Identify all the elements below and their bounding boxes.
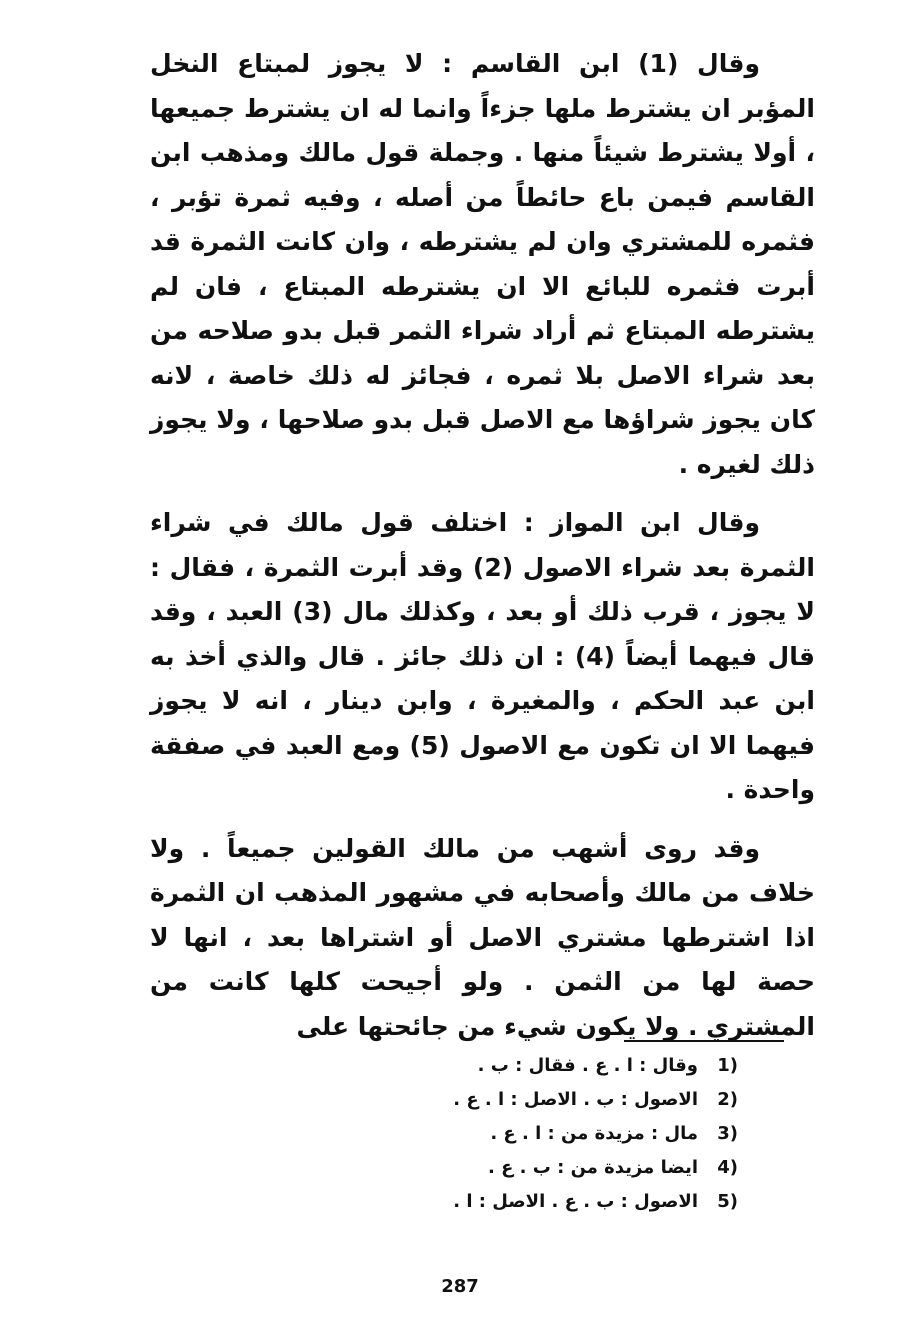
footnote-divider: [624, 1040, 784, 1042]
main-text: [150, 42, 815, 1063]
footnote-number: 5): [717, 1191, 738, 1212]
footnote-text: وقال : ا . ع . فقال : ب .: [477, 1055, 698, 1076]
footnote-text: الاصول : ب . ع . الاصل : ا .: [453, 1191, 698, 1212]
footnote-text: ايضا مزيدة من : ب . ع .: [487, 1157, 698, 1178]
footnote-text: مال : مزيدة من : ا . ع .: [490, 1123, 698, 1144]
footnote-number: 1): [717, 1055, 738, 1076]
footnote-number: 4): [717, 1157, 738, 1178]
paragraph-1: وقال (1) ابن القاسم : لا يجوز لمبتاع النخل المؤبر ان يشترط ملها جزءاً وانما له ان يشترط جميعها ، أولا يشترط شيئاً منها . وجملة قول مالك ومذهب ابن القاسم فيمن باع حائطاً من أصله ، وفيه ثمرة تؤبر ، فثمره للمشتري وان لم يشترطه ، وان كانت الثمرة قد أبرت فثمره للبائع الا ان يشترطه المبتاع ، فان لم يشترطه المبتاع ثم أراد شراء الثمر قبل بدو صلاحه من بعد شراء الاصل بلا ثمره ، فجائز له ذلك خاصة ، لانه كان يجوز شراؤها مع الاصل قبل بدو صلاحها ، ولا يجوز ذلك لغيره .: [150, 49, 815, 479]
footnote-4: [420, 1157, 738, 1191]
footnote-1: [420, 1055, 738, 1089]
footnote-text: الاصول : ب . الاصل : ا . ع .: [453, 1089, 698, 1110]
page-number: 287: [441, 1276, 479, 1297]
footnote-5: [420, 1191, 738, 1225]
footnotes: [420, 1055, 738, 1225]
footnote-3: [420, 1123, 738, 1157]
paragraph-3: وقد روى أشهب من مالك القولين جميعاً . ولا خلاف من مالك وأصحابه في مشهور المذهب ان الثمرة اذا اشترطها مشتري الاصل أو اشتراها بعد ، انها لا حصة لها من الثمن . ولو أجيحت كلها كانت من المشتري . ولا يكون شيء من جائحتها على: [150, 833, 815, 1041]
footnote-2: [420, 1089, 738, 1123]
footnote-number: 2): [717, 1089, 738, 1110]
footnote-number: 3): [717, 1123, 738, 1144]
paragraph-2: وقال ابن المواز : اختلف قول مالك في شراء الثمرة بعد شراء الاصول (2) وقد أبرت الثمرة ، فقال : لا يجوز ، قرب ذلك أو بعد ، وكذلك مال (3) العبد ، وقد قال فيهما أيضاً (4) : ان ذلك جائز . قال والذي أخذ به ابن عبد الحكم ، والمغيرة ، وابن دينار ، انه لا يجوز فيهما الا ان تكون مع الاصول (5) ومع العبد في صفقة واحدة .: [150, 508, 816, 804]
